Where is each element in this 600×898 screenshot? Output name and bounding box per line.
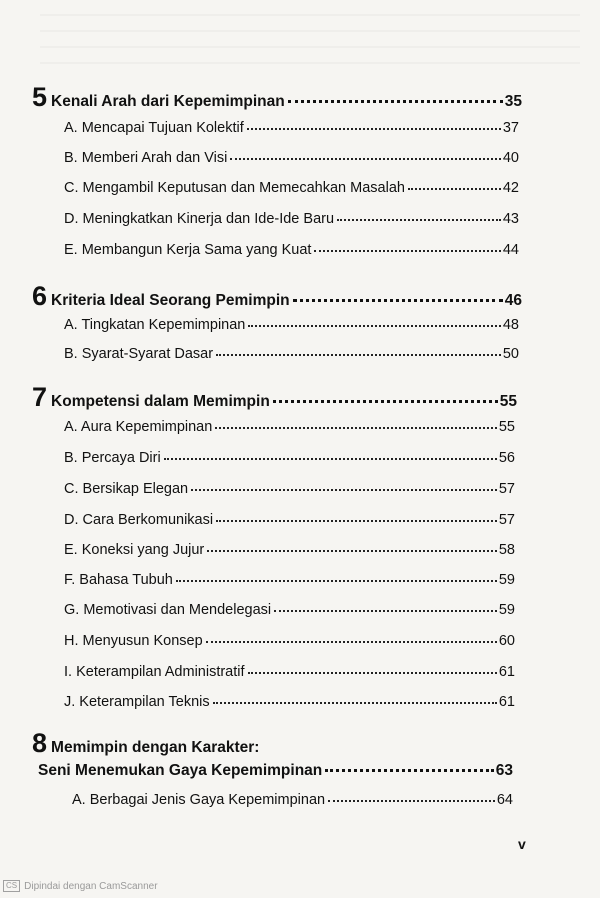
scanner-watermark (3, 880, 158, 892)
leader-dots (293, 299, 503, 302)
chapter-number: 7 (32, 382, 48, 412)
page-number: 64 (496, 792, 513, 808)
leader-dots (248, 672, 497, 674)
page-number: 60 (498, 633, 515, 649)
section-title: I. Keterampilan Administratif (64, 664, 245, 680)
section-entry[interactable] (0, 792, 513, 808)
section-entry[interactable] (0, 633, 515, 649)
page-number: 59 (498, 572, 515, 588)
bleed-through-text (40, 0, 580, 70)
page-number: 43 (502, 211, 519, 227)
page-number: 40 (502, 150, 519, 166)
section-entry[interactable] (0, 150, 519, 166)
section-title: G. Memotivasi dan Mendelegasi (64, 602, 272, 618)
scanner-text: Dipindai dengan CamScanner (24, 880, 158, 892)
section-entry[interactable] (0, 120, 519, 136)
section-entry[interactable] (0, 602, 515, 618)
section-entry[interactable] (0, 664, 515, 680)
leader-dots (215, 427, 497, 429)
page-number: 55 (498, 419, 515, 435)
leader-dots (247, 128, 501, 130)
chapter-5-entry[interactable] (0, 84, 522, 111)
page-number: 55 (499, 393, 517, 410)
section-entry[interactable] (0, 450, 515, 466)
leader-dots (314, 250, 500, 252)
section-entry[interactable] (0, 481, 515, 497)
section-entry[interactable] (0, 180, 519, 196)
page-number: 63 (495, 762, 513, 779)
leader-dots (230, 158, 501, 160)
page-number: 61 (498, 664, 515, 680)
section-title: D. Meningkatkan Kinerja dan Ide-Ide Baru (64, 211, 335, 227)
leader-dots (216, 354, 501, 356)
chapter-8-entry[interactable] (0, 730, 512, 757)
chapter-7-entry[interactable] (0, 384, 517, 411)
chapter-title: Kenali Arah dari Kepemimpinan (51, 93, 285, 110)
chapter-title: Memimpin dengan Karakter: (51, 739, 260, 756)
section-title: B. Memberi Arah dan Visi (64, 150, 228, 166)
leader-dots (191, 489, 497, 491)
chapter-6-entry[interactable] (0, 283, 522, 310)
section-entry[interactable] (0, 211, 519, 227)
leader-dots (337, 219, 501, 221)
leader-dots (273, 400, 498, 403)
chapter-subtitle: Seni Menemukan Gaya Kepemimpinan (38, 762, 323, 779)
leader-dots (274, 610, 497, 612)
section-title: A. Mencapai Tujuan Kolektif (64, 120, 244, 136)
section-title: J. Keterampilan Teknis (64, 694, 210, 710)
section-title: A. Berbagai Jenis Gaya Kepemimpinan (72, 792, 326, 808)
chapter-title: Kompetensi dalam Memimpin (51, 393, 270, 410)
section-title: B. Syarat-Syarat Dasar (64, 346, 214, 362)
page-number: 56 (498, 450, 515, 466)
section-entry[interactable] (0, 419, 515, 435)
section-title: B. Percaya Diri (64, 450, 161, 466)
chapter-number: 6 (32, 281, 48, 311)
leader-dots (408, 188, 501, 190)
page-number: 44 (502, 242, 519, 258)
page-number: 50 (502, 346, 519, 362)
page-number: 35 (504, 93, 522, 110)
leader-dots (206, 641, 497, 643)
leader-dots (207, 550, 497, 552)
section-title: A. Aura Kepemimpinan (64, 419, 213, 435)
section-entry[interactable] (0, 317, 519, 333)
chapter-number: 8 (32, 728, 48, 758)
section-title: E. Membangun Kerja Sama yang Kuat (64, 242, 312, 258)
leader-dots (288, 100, 503, 103)
page-number: 37 (502, 120, 519, 136)
section-entry[interactable] (0, 694, 515, 710)
section-entry[interactable] (0, 242, 519, 258)
page-number: 59 (498, 602, 515, 618)
leader-dots (176, 580, 497, 582)
section-entry[interactable] (0, 572, 515, 588)
section-title: C. Mengambil Keputusan dan Memecahkan Masalah (64, 180, 405, 196)
camscanner-badge: CS (3, 880, 20, 892)
page-number: 57 (498, 481, 515, 497)
section-entry[interactable] (0, 346, 519, 362)
page-number: 46 (504, 292, 522, 309)
chapter-title: Kriteria Ideal Seorang Pemimpin (51, 292, 290, 309)
chapter-number: 5 (32, 82, 48, 112)
page-number: 48 (502, 317, 519, 333)
section-title: E. Koneksi yang Jujur (64, 542, 205, 558)
section-title: D. Cara Berkomunikasi (64, 512, 214, 528)
leader-dots (328, 800, 495, 802)
page-number: 57 (498, 512, 515, 528)
leader-dots (248, 325, 501, 327)
section-entry[interactable] (0, 542, 515, 558)
section-title: H. Menyusun Konsep (64, 633, 203, 649)
page-marker: v (518, 836, 526, 852)
section-title: C. Bersikap Elegan (64, 481, 189, 497)
leader-dots (213, 702, 497, 704)
page-number: 61 (498, 694, 515, 710)
leader-dots (325, 769, 493, 772)
section-entry[interactable] (0, 512, 515, 528)
section-title: A. Tingkatan Kepemimpinan (64, 317, 246, 333)
page-number: 42 (502, 180, 519, 196)
leader-dots (164, 458, 497, 460)
page-number: 58 (498, 542, 515, 558)
section-title: F. Bahasa Tubuh (64, 572, 173, 588)
chapter-8-subtitle-entry[interactable] (0, 762, 513, 780)
leader-dots (216, 520, 497, 522)
